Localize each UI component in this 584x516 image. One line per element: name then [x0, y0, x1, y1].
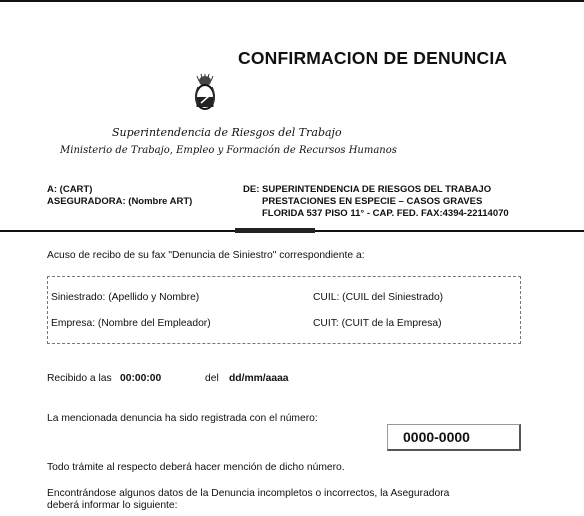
claim-details-box	[47, 276, 521, 344]
procedure-text: Todo trámite al respecto deberá hacer mención de dicho número.	[47, 462, 345, 473]
received-del: del	[205, 373, 219, 384]
from-line-address: FLORIDA 537 PISO 11° - CAP. FED. FAX:4394-22114070	[262, 208, 509, 219]
received-time: 00:00:00	[120, 373, 162, 384]
registration-number: 0000-0000	[403, 429, 470, 445]
siniestrado-field: Siniestrado: (Apellido y Nombre)	[51, 292, 200, 303]
empresa-field: Empresa: (Nombre del Empleador)	[51, 318, 211, 329]
top-border-line	[0, 0, 584, 2]
from-line-dept: PRESTACIONES EN ESPECIE – CASOS GRAVES	[262, 196, 483, 207]
received-date: dd/mm/aaaa	[229, 373, 289, 384]
cuit-field: CUIT: (CUIT de la Empresa)	[313, 318, 442, 329]
to-line-aseguradora: ASEGURADORA: (Nombre ART)	[47, 196, 193, 207]
cuil-field: CUIL: (CUIL del Siniestrado)	[313, 292, 444, 303]
registered-text: La mencionada denuncia ha sido registrada con el número:	[47, 413, 318, 424]
registration-number-box	[387, 424, 521, 451]
incomplete-data-text-line1: Encontrándose algunos datos de la Denuncia incompletos o incorrectos, la Aseguradora	[47, 488, 450, 499]
org-name: Superintendencia de Riesgos del Trabajo	[112, 126, 342, 139]
ack-text: Acuso de recibo de su fax "Denuncia de Siniestro" correspondiente a:	[47, 250, 365, 261]
document-title: CONFIRMACION DE DENUNCIA	[238, 48, 508, 68]
from-line-org: DE: SUPERINTENDENCIA DE RIESGOS DEL TRABAJO	[243, 184, 492, 195]
separator-bulge	[235, 228, 315, 233]
received-prefix: Recibido a las	[47, 373, 112, 384]
argentine-coat-of-arms-icon	[193, 74, 217, 117]
incomplete-data-text-line2: deberá informar lo siguiente:	[47, 500, 178, 511]
ministry-name: Ministerio de Trabajo, Empleo y Formación de Recursos Humanos	[60, 145, 397, 156]
to-line-cart: A: (CART)	[47, 184, 93, 195]
